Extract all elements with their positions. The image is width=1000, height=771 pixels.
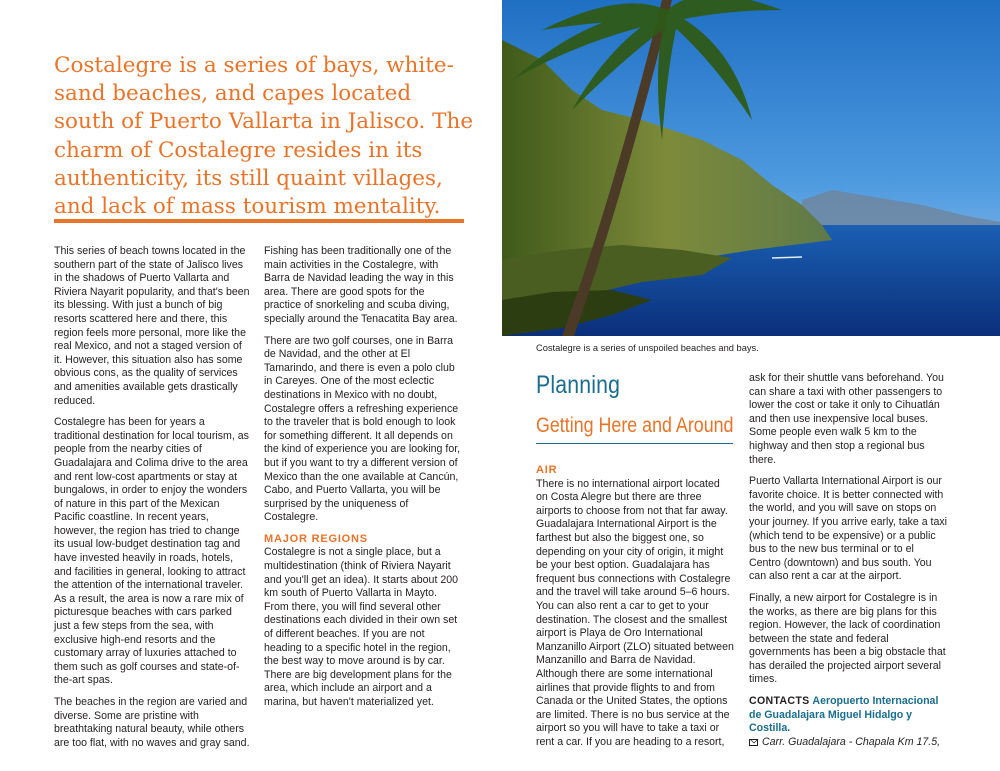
paragraph: The beaches in the region are varied and diverse. Some are pristine with breathtaking natural beauty, while others are too flat, with no waves and gray sand. <box>54 696 250 749</box>
planning-heading: Planning <box>536 371 621 399</box>
contacts-address: Carr. Guadalajara - Chapala Km 17.5, <box>762 735 941 748</box>
body-column-1 <box>54 245 250 758</box>
contacts-label: CONTACTS <box>749 695 810 708</box>
body-column-4 <box>749 372 948 757</box>
coast-photo <box>502 0 1000 336</box>
air-subhead: AIR <box>536 464 558 476</box>
contacts-name: Aeropuerto Internacional de Guadalajara Miguel Hidalgo y Costilla. <box>749 695 939 735</box>
paragraph: This series of beach towns located in the southern part of the state of Jalisco lives in the shadows of Puerto Vallarta and Riviera Nayarit popularity, and that's been its blessing. With just a bunch of big resorts scattered here and there, this region feels more personal, more like the real Mexico, and not a staged version of it. However, this situation also has some obvious cons, as the quality of services and amenities available gets drastically reduced. <box>54 245 250 407</box>
photo-caption: Costalegre is a series of unspoiled beaches and bays. <box>536 343 759 353</box>
intro-pull-quote: Costalegre is a series of bays, white-sand beaches, and capes located south of Puerto Vallarta in Jalisco. The charm of Costalegre resides in its authenticity, its still quaint villages, and lack of mass tourism mentality. <box>54 53 474 220</box>
paragraph: Puerto Vallarta International Airport is our favorite choice. It is better connected with the world, and you will save on stops on your journey. If you arrive early, take a taxi (which tend to be expensive) or a public bus to the new bus terminal or to el Centro (downtown) and bus south. You can also rent a car at the airport. <box>749 475 948 583</box>
major-regions-subhead: MAJOR REGIONS <box>264 532 368 545</box>
paragraph: There are two golf courses, one in Barra de Navidad, and the other at El Tamarindo, and there is even a polo club in Careyes. One of the most eclectic destinations in Mexico with no doubt, Costalegre offers a refreshing experience to the traveler that is bold enough to look for something different. It all depends on the kind of experience you are looking for, but if you want to try a different version of Mexico than the one available at Cancún, Cabo, and Puerto Vallarta, you will be surprised by the uniqueness of Costalegre. <box>264 334 461 524</box>
paragraph: ask for their shuttle vans beforehand. You can share a taxi with other passengers to lower the cost or take it only to Cihuatlán and then use inexpensive local buses. Some people even walk 5 km to the highway and then stop a regional bus there. <box>749 372 944 466</box>
mail-icon <box>749 739 758 746</box>
intro-divider <box>54 219 464 223</box>
paragraph: Fishing has been traditionally one of the main activities in the Costalegre, with Barra de Navidad leading the way in this area. There are good spots for the practice of snorkeling and scuba diving, specially around the Tenacatita Bay area. <box>264 245 458 325</box>
paragraph: Finally, a new airport for Costalegre is in the works, as there are big plans for this region. However, the lack of coordination between the state and federal governments has been a big obstacle that has derailed the projected airport several times. <box>749 591 946 686</box>
contacts-entry <box>749 695 948 749</box>
getting-here-heading: Getting Here and Around <box>536 414 734 437</box>
paragraph: Costalegre has been for years a traditional destination for local tourism, as people from the nearby cities of Guadalajara and Colima drive to the area and rent low-cost apartments or stay at bungalows, in order to enjoy the wonders of nature in this part of the Mexican Pacific coastline. In recent years, however, the region has tried to change its usual low-budget destination tag and have invested heavily in roads, hotels, and facilities in general, looking to attract the attention of the international traveler. As a result, the area is now a rare mix of picturesque beaches with cars parked just a few steps from the sea, with exclusive high-end resorts and the customary array of luxuries attached to them such as golf courses and state-of-the-art spas. <box>54 416 249 687</box>
body-column-3 <box>536 464 734 757</box>
heading-rule <box>536 443 733 444</box>
paragraph: There is no international airport located on Costa Alegre but there are three airports to choose from not that far away. Guadalajara International Airport is the farthest but also the biggest one, so depending on your city of origin, it might be your best option. Guadalajara has frequent bus connections with Costalegre and the travel will take around 5–6 hours. You can also rent a car to get to your destination. The closest and the smallest airport is Playa de Oro International Manzanillo Airport (ZLO) situated between Manzanillo and Barra de Navidad. Although there are some international airlines that provide flights to and from Canada or the United States, the options are limited. There is no bus service at the airport so you will have to take a taxi or rent a car. If you are heading to a resort, <box>536 477 734 748</box>
body-column-2 <box>264 245 464 718</box>
paragraph: Costalegre is not a single place, but a multidestination (think of Riviera Nayarit and you'll get an idea). It starts about 200 km south of Puerto Vallarta in Mayto. From there, you will find several other destinations each divided in their own set of different beaches. If you are not heading to a specific hotel in the region, the best way to move around is by car. There are big development plans for the area, which include an airport and a marina, but haven't materialized yet. <box>264 546 459 708</box>
